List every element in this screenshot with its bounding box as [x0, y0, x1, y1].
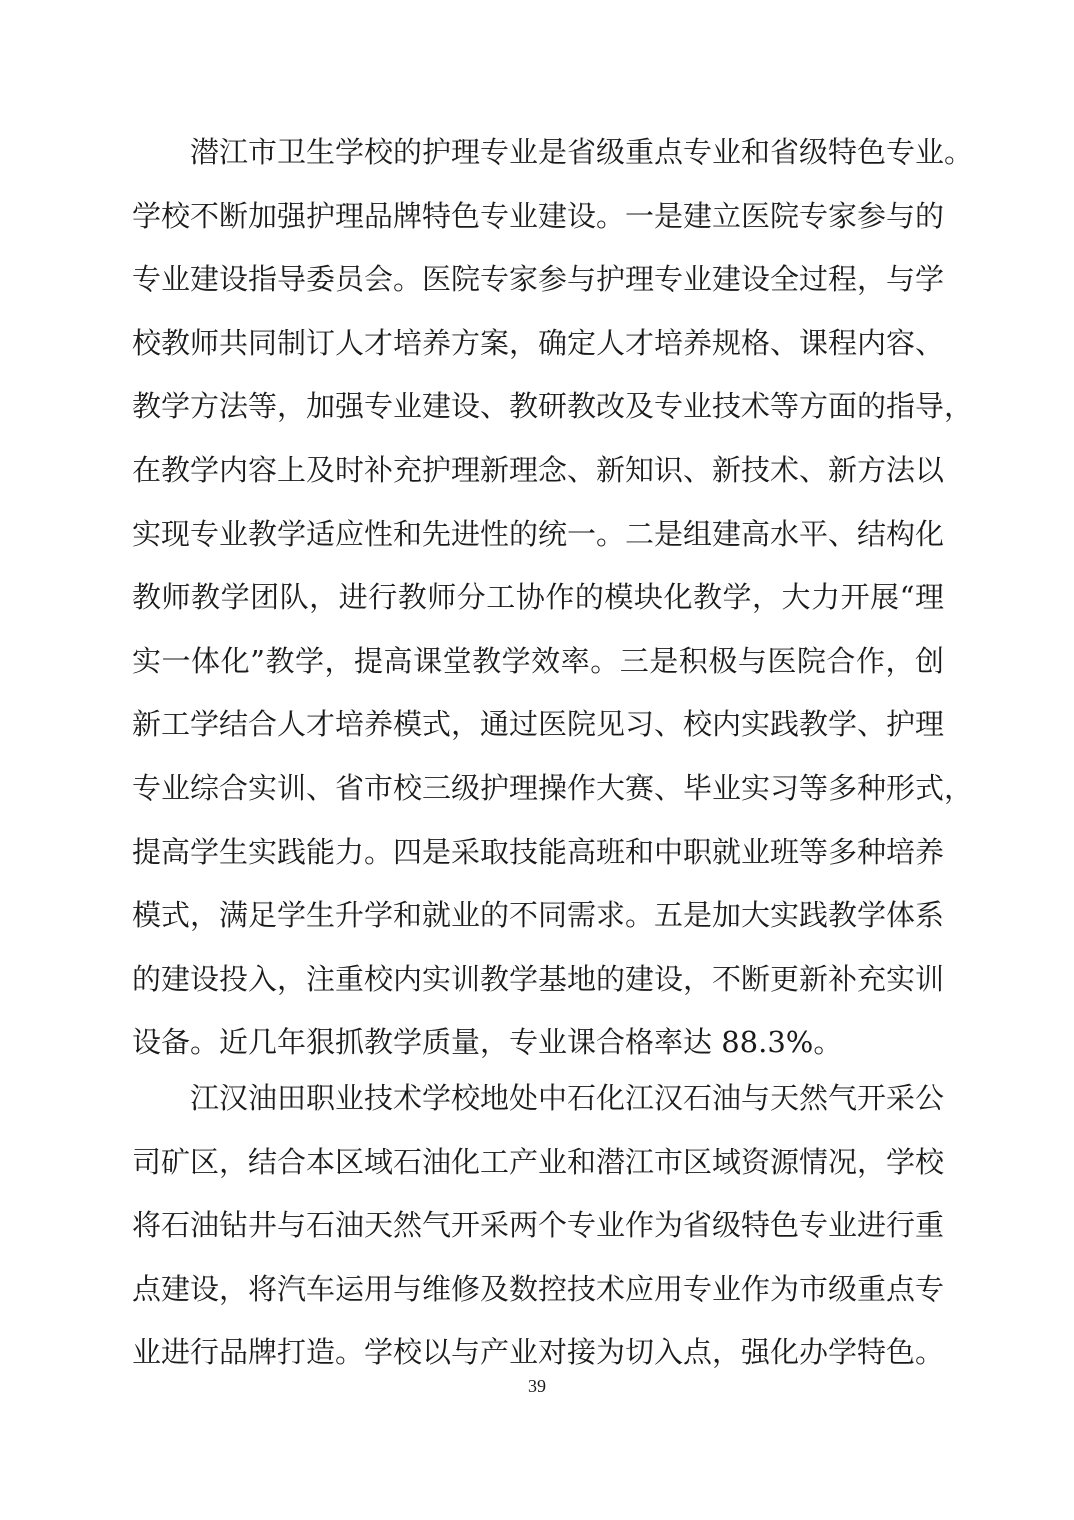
paragraph-1-line: 新工学结合人才培养模式，通过医院见习、校内实践教学、护理 — [132, 707, 945, 742]
paragraph-1-line: 设备。近几年狠抓教学质量，专业课合格率达 88.3%。 — [132, 1025, 843, 1060]
paragraph-1-line: 专业建设指导委员会。医院专家参与护理专业建设全过程，与学 — [132, 262, 945, 297]
paragraph-2-line: 将石油钻井与石油天然气开采两个专业作为省级特色专业进行重 — [132, 1208, 945, 1243]
paragraph-1-line: 提高学生实践能力。四是采取技能高班和中职就业班等多种培养 — [132, 834, 945, 869]
paragraph-1-line: 教师教学团队，进行教师分工协作的模块化教学，大力开展“理 — [132, 580, 944, 615]
paragraph-1-line: 实一体化”教学，提高课堂教学效率。三是积极与医院合作，创 — [132, 643, 944, 678]
paragraph-2-line: 江汉油田职业技术学校地处中石化江汉石油与天然气开采公 — [190, 1081, 945, 1115]
paragraph-1-line: 专业综合实训、省市校三级护理操作大赛、毕业实习等多种形式， — [132, 771, 974, 805]
paragraph-2-line: 司矿区，结合本区域石油化工产业和潜江市区域资源情况，学校 — [132, 1144, 945, 1179]
paragraph-2-line: 点建设，将汽车运用与维修及数控技术应用专业作为市级重点专 — [132, 1271, 945, 1306]
paragraph-1-line: 学校不断加强护理品牌特色专业建设。一是建立医院专家参与的 — [132, 198, 945, 233]
paragraph-1-line: 在教学内容上及时补充护理新理念、新知识、新技术、新方法以 — [132, 453, 945, 487]
paragraph-1-line: 校教师共同制订人才培养方案，确定人才培养规格、课程内容、 — [132, 325, 945, 360]
paragraph-1-line: 的建设投入，注重校内实训教学基地的建设，不断更新补充实训 — [132, 961, 945, 996]
paragraph-1-line: 教学方法等，加强专业建设、教研教改及专业技术等方面的指导， — [132, 389, 974, 424]
paragraph-1-line: 模式，满足学生升学和就业的不同需求。五是加大实践教学体系 — [132, 898, 945, 933]
paragraph-1-line: 潜江市卫生学校的护理专业是省级重点专业和省级特色专业。 — [190, 135, 974, 169]
paragraph-2-line: 业进行品牌打造。学校以与产业对接为切入点，强化办学特色。 — [132, 1335, 945, 1370]
paragraph-1-line: 实现专业教学适应性和先进性的统一。二是组建高水平、结构化 — [132, 516, 945, 551]
page-number: 39 — [528, 1376, 546, 1396]
